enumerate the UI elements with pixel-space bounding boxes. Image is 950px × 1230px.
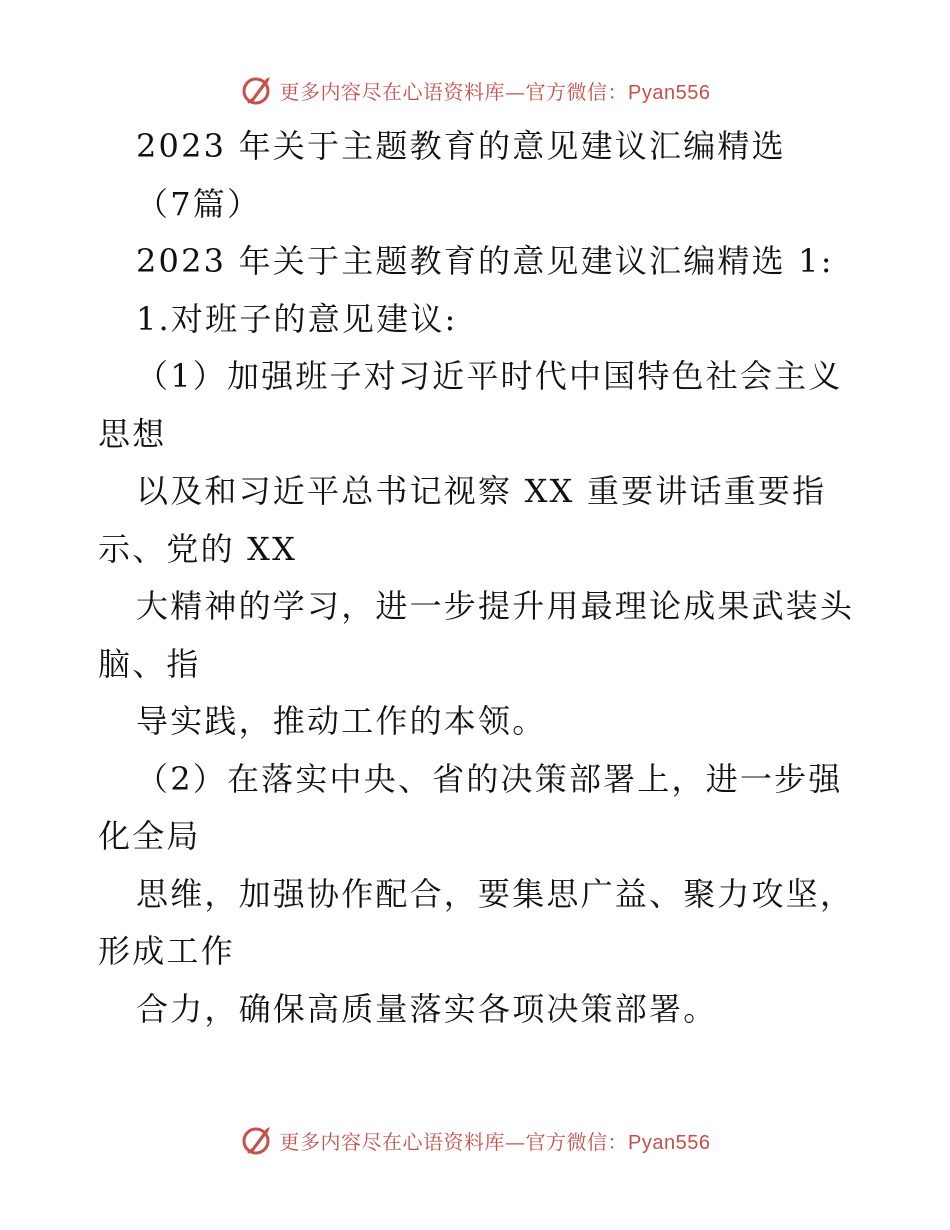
text-line: 化全局 — [98, 817, 201, 855]
wechat-id: Pyan556 — [628, 1131, 711, 1154]
text-line: （7篇） — [136, 184, 262, 223]
wechat-id: Pyan556 — [628, 81, 711, 104]
text-line: 2023 年关于主题教育的意见建议汇编精选 — [136, 127, 786, 165]
text-line: （2）在落实中央、省的决策部署上，进一步强 — [136, 759, 843, 798]
footer-banner — [0, 1120, 950, 1160]
footer-banner-text: 更多内容尽在心语资料库—官方微信：Pyan556 — [279, 1129, 711, 1154]
text-line: 合力，确保高质量落实各项决策部署。 — [136, 989, 718, 1028]
text-line: 形成工作 — [98, 932, 235, 970]
text-line: 导实践，推动工作的本领。 — [136, 702, 547, 740]
text-line: 大精神的学习，进一步提升用最理论成果武装头 — [136, 587, 855, 625]
text-line: 思想 — [98, 414, 167, 453]
footer-banner-content — [240, 1123, 711, 1157]
text-line: 2023 年关于主题教育的意见建议汇编精选 1: — [136, 242, 834, 280]
header-banner-content — [240, 73, 711, 107]
text-line: 以及和习近平总书记视察 XX 重要讲话重要指 — [136, 472, 827, 510]
quill-pen-logo-icon — [240, 1123, 274, 1157]
header-banner — [0, 70, 950, 110]
text-line: 脑、指 — [98, 644, 201, 683]
header-banner-text: 更多内容尽在心语资料库—官方微信：Pyan556 — [279, 79, 711, 104]
text-line: 示、党的 XX — [98, 529, 298, 568]
text-line: 1.对班子的意见建议: — [136, 299, 458, 338]
document-body — [98, 118, 878, 1038]
text-line: 思维，加强协作配合，要集思广益、聚力攻坚， — [136, 874, 855, 913]
text-line: （1）加强班子对习近平时代中国特色社会主义 — [136, 357, 843, 395]
quill-pen-logo-icon — [240, 73, 274, 107]
